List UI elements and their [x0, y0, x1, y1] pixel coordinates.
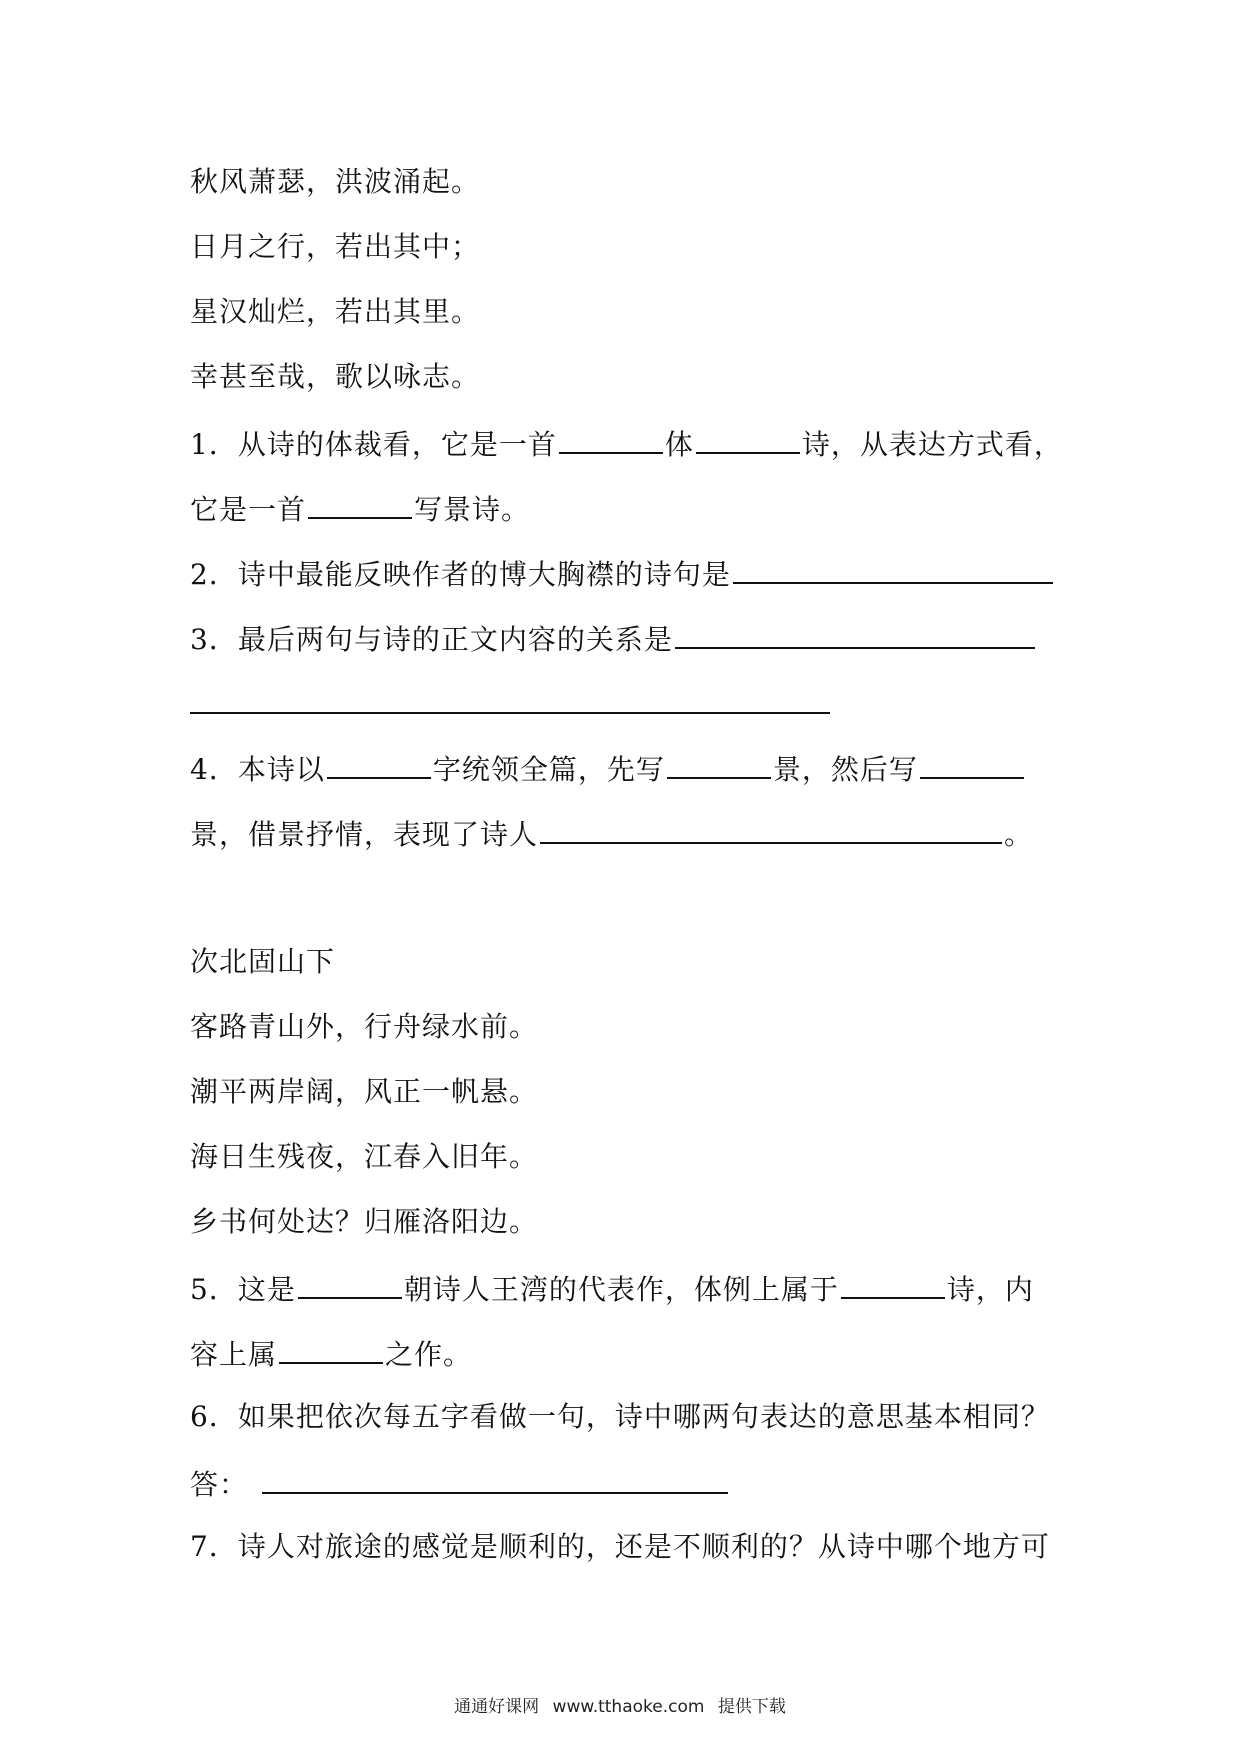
answer-blank[interactable]	[733, 552, 1053, 584]
question-text: 。	[1004, 818, 1034, 851]
footer-site-name: 通通好课网	[454, 1697, 540, 1717]
question-text: 3．最后两句与诗的正文内容的关系是	[190, 623, 673, 656]
question-6-answer	[190, 1462, 730, 1502]
question-text: 容上属	[190, 1338, 278, 1371]
question-3	[190, 617, 1037, 657]
answer-blank[interactable]	[841, 1267, 945, 1299]
footer-url[interactable]: www.tthaoke.com	[552, 1697, 705, 1717]
question-5	[190, 1267, 1034, 1307]
poem-line: 星汉灿烂，若出其里。	[190, 295, 481, 328]
question-text: 2．诗中最能反映作者的博大胸襟的诗句是	[190, 558, 731, 591]
answer-blank[interactable]	[308, 487, 412, 519]
question-text: 诗，内	[946, 1273, 1034, 1306]
question-4-continued	[190, 812, 1033, 852]
question-text: 诗，从表达方式看，	[801, 428, 1063, 461]
question-3-continued	[190, 682, 832, 722]
answer-blank[interactable]	[559, 422, 663, 454]
question-1	[190, 422, 1063, 462]
question-text: 答：	[190, 1468, 249, 1501]
answer-blank[interactable]	[279, 1332, 383, 1364]
answer-blank[interactable]	[190, 682, 830, 714]
question-text: 景，然后写	[772, 753, 918, 786]
footer-tail: 提供下载	[717, 1697, 786, 1717]
question-4	[190, 747, 1026, 787]
question-text: 5．这是	[190, 1273, 296, 1306]
poem-line: 客路青山外，行舟绿水前。	[190, 1010, 539, 1043]
poem-line: 幸甚至哉，歌以咏志。	[190, 360, 481, 393]
page-footer	[0, 1692, 1240, 1717]
answer-blank[interactable]	[920, 747, 1024, 779]
answer-blank[interactable]	[262, 1462, 728, 1494]
question-2	[190, 552, 1055, 592]
question-7: 7．诗人对旅途的感觉是顺利的，还是不顺利的？从诗中哪个地方可	[190, 1530, 1050, 1563]
question-text: 它是一首	[190, 493, 307, 526]
answer-blank[interactable]	[540, 812, 1002, 844]
answer-blank[interactable]	[327, 747, 431, 779]
question-text: 体	[664, 428, 694, 461]
question-text: 朝诗人王湾的代表作，体例上属于	[403, 1273, 839, 1306]
poem-line: 秋风萧瑟，洪波涌起。	[190, 165, 481, 198]
answer-blank[interactable]	[667, 747, 771, 779]
poem-line: 乡书何处达？归雁洛阳边。	[190, 1205, 539, 1238]
poem-line: 潮平两岸阔，风正一帆悬。	[190, 1075, 539, 1108]
answer-blank[interactable]	[675, 617, 1035, 649]
question-1-continued	[190, 487, 530, 527]
answer-blank[interactable]	[696, 422, 800, 454]
poem-line: 海日生残夜，江春入旧年。	[190, 1140, 539, 1173]
question-text: 景，借景抒情，表现了诗人	[190, 818, 539, 851]
question-text: 4．本诗以	[190, 753, 325, 786]
question-text: 1．从诗的体裁看，它是一首	[190, 428, 557, 461]
answer-blank[interactable]	[298, 1267, 402, 1299]
poem-line: 日月之行，若出其中；	[190, 230, 481, 263]
question-text: 写景诗。	[414, 493, 531, 526]
question-text: 之作。	[385, 1338, 473, 1371]
question-5-continued	[190, 1332, 472, 1372]
poem-title: 次北固山下	[190, 945, 336, 978]
question-text: 字统领全篇，先写	[432, 753, 665, 786]
question-6: 6．如果把依次每五字看做一句，诗中哪两句表达的意思基本相同？	[190, 1400, 1050, 1433]
